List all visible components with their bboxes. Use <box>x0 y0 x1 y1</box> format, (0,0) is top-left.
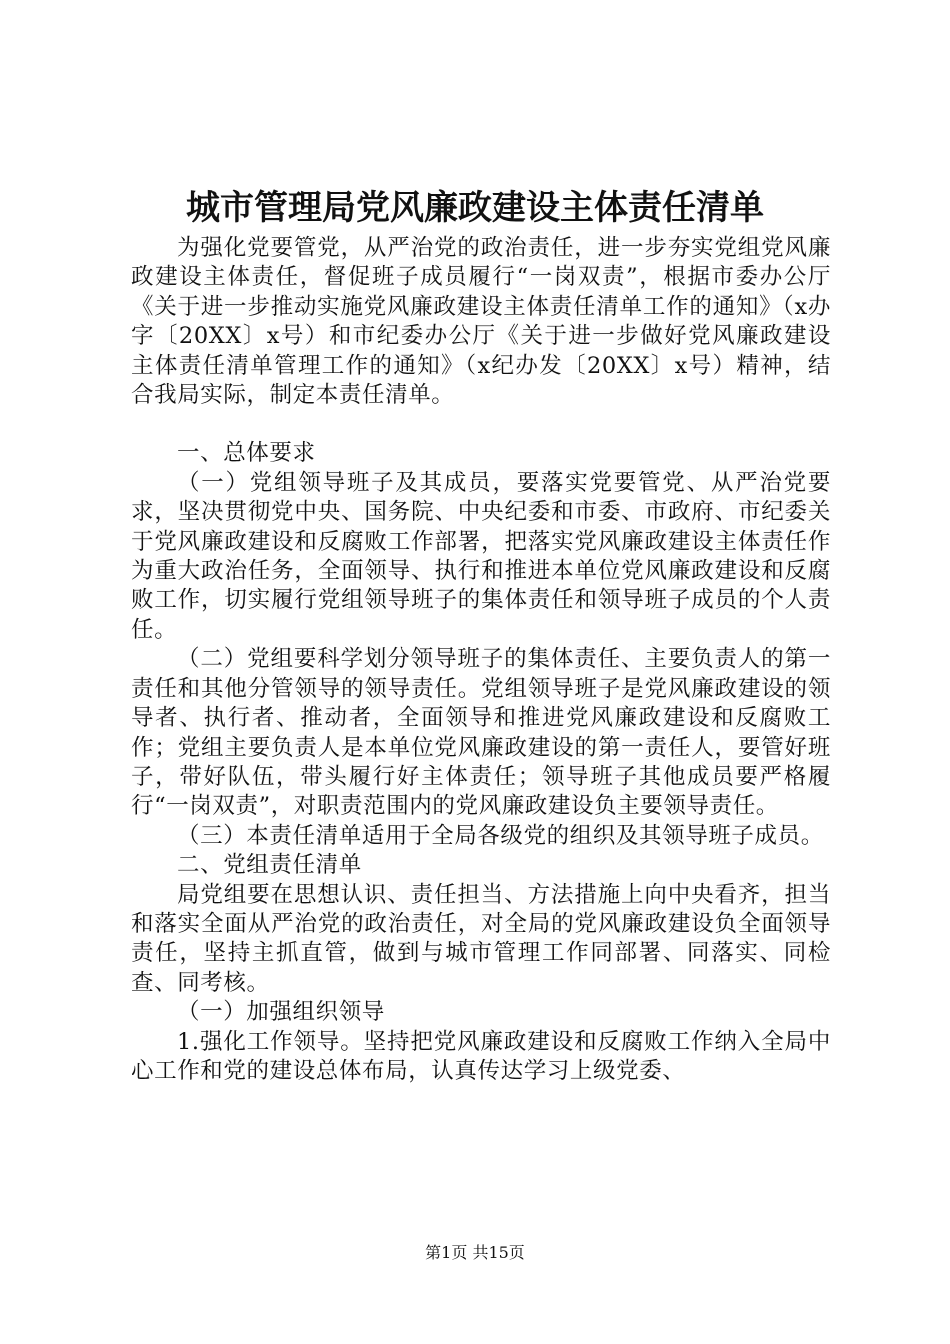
document-title: 城市管理局党风廉政建设主体责任清单 <box>186 188 764 228</box>
intro-paragraph: 为强化党要管党，从严治党的政治责任，进一步夯实党组党风廉政建设主体责任，督促班子成员履行“一岗双责”，根据市委办公厅《关于进一步推动实施党风廉政建设主体责任清单工作的通知》（x办字〔20XX〕x号）和市纪委办公厅《关于进一步做好党风廉政建设主体责任清单管理工作的通知》（x纪办发〔20XX〕x号）精神，结合我局实际，制定本责任清单。 <box>131 235 831 409</box>
document-body <box>131 234 831 1086</box>
paragraph-gap <box>131 410 831 439</box>
section1-paragraph-2: （二）党组要科学划分领导班子的集体责任、主要负责人的第一责任和其他分管领导的领导责任。党组领导班子是党风廉政建设的领导者、执行者、推动者，全面领导和推进党风廉政建设和反腐败工作；党组主要负责人是本单位党风廉政建设的第一责任人，要管好班子，带好队伍，带头履行好主体责任；领导班子其他成员要严格履行“一岗双责”，对职责范围内的党风廉政建设负主要领导责任。 <box>131 646 831 820</box>
section-heading-1: 一、总体要求 <box>177 440 316 467</box>
page-footer: 第1页 共15页 <box>425 1243 525 1262</box>
section2-paragraph-1: 局党组要在思想认识、责任担当、方法措施上向中央看齐，担当和落实全面从严治党的政治责任，对全局的党风廉政建设负全面领导责任，坚持主抓直管，做到与城市管理工作同部署、同落实、同检查、同考核。 <box>131 881 831 996</box>
section-heading-2: 二、党组责任清单 <box>177 852 362 879</box>
section2-item-1: 1.强化工作领导。坚持把党风廉政建设和反腐败工作纳入全局中心工作和党的建设总体布局，认真传达学习上级党委、 <box>131 1028 831 1084</box>
section1-paragraph-3: （三）本责任清单适用于全局各级党的组织及其领导班子成员。 <box>177 822 824 849</box>
section1-paragraph-1: （一）党组领导班子及其成员，要落实党要管党、从严治党要求，坚决贯彻党中央、国务院、中央纪委和市委、市政府、市纪委关于党风廉政建设和反腐败工作部署，把落实党风廉政建设主体责任作为重大政治任务，全面领导、执行和推进本单位党风廉政建设和反腐败工作，切实履行党组领导班子的集体责任和领导班子成员的个人责任。 <box>131 469 831 643</box>
subsection-heading-1: （一）加强组织领导 <box>177 999 385 1026</box>
